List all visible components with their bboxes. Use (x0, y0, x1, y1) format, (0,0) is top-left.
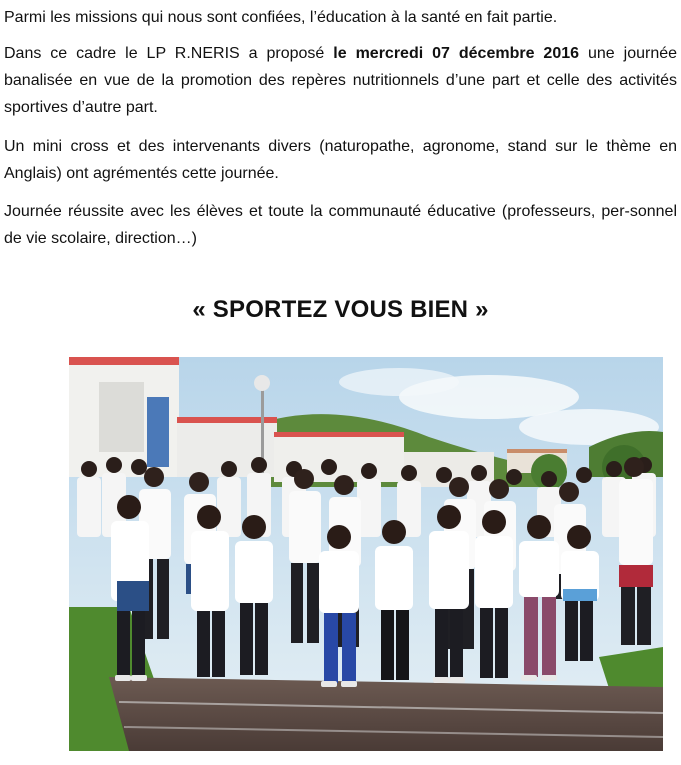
photo-illustration (69, 357, 663, 751)
crowd-of-students-running-photo (69, 357, 663, 751)
activities-paragraph: Un mini cross et des intervenants divers (naturopathe, agronome, stand sur le thème en Anglais) ont agrémentés cette journée. (4, 138, 677, 182)
conclusion-paragraph: Journée réussite avec les élèves et toute la communauté éducative (professeurs, per-sonnel de vie scolaire, direction…) (4, 203, 677, 247)
event-date: le mercredi 07 décembre 2016 (333, 45, 580, 62)
event-text-end: une journée banalisée en vue de la promotion des repères nutritionnels d’une part et celle des activités sportives d’autre part. (4, 45, 678, 116)
intro-paragraph: Parmi les missions qui nous sont confiées, l’éducation à la santé en fait partie. (4, 9, 558, 26)
event-text-start: Dans ce cadre le LP R.NERIS a proposé (4, 45, 334, 62)
page-heading: « SPORTEZ VOUS BIEN » (192, 296, 489, 323)
event-paragraph (4, 40, 677, 121)
